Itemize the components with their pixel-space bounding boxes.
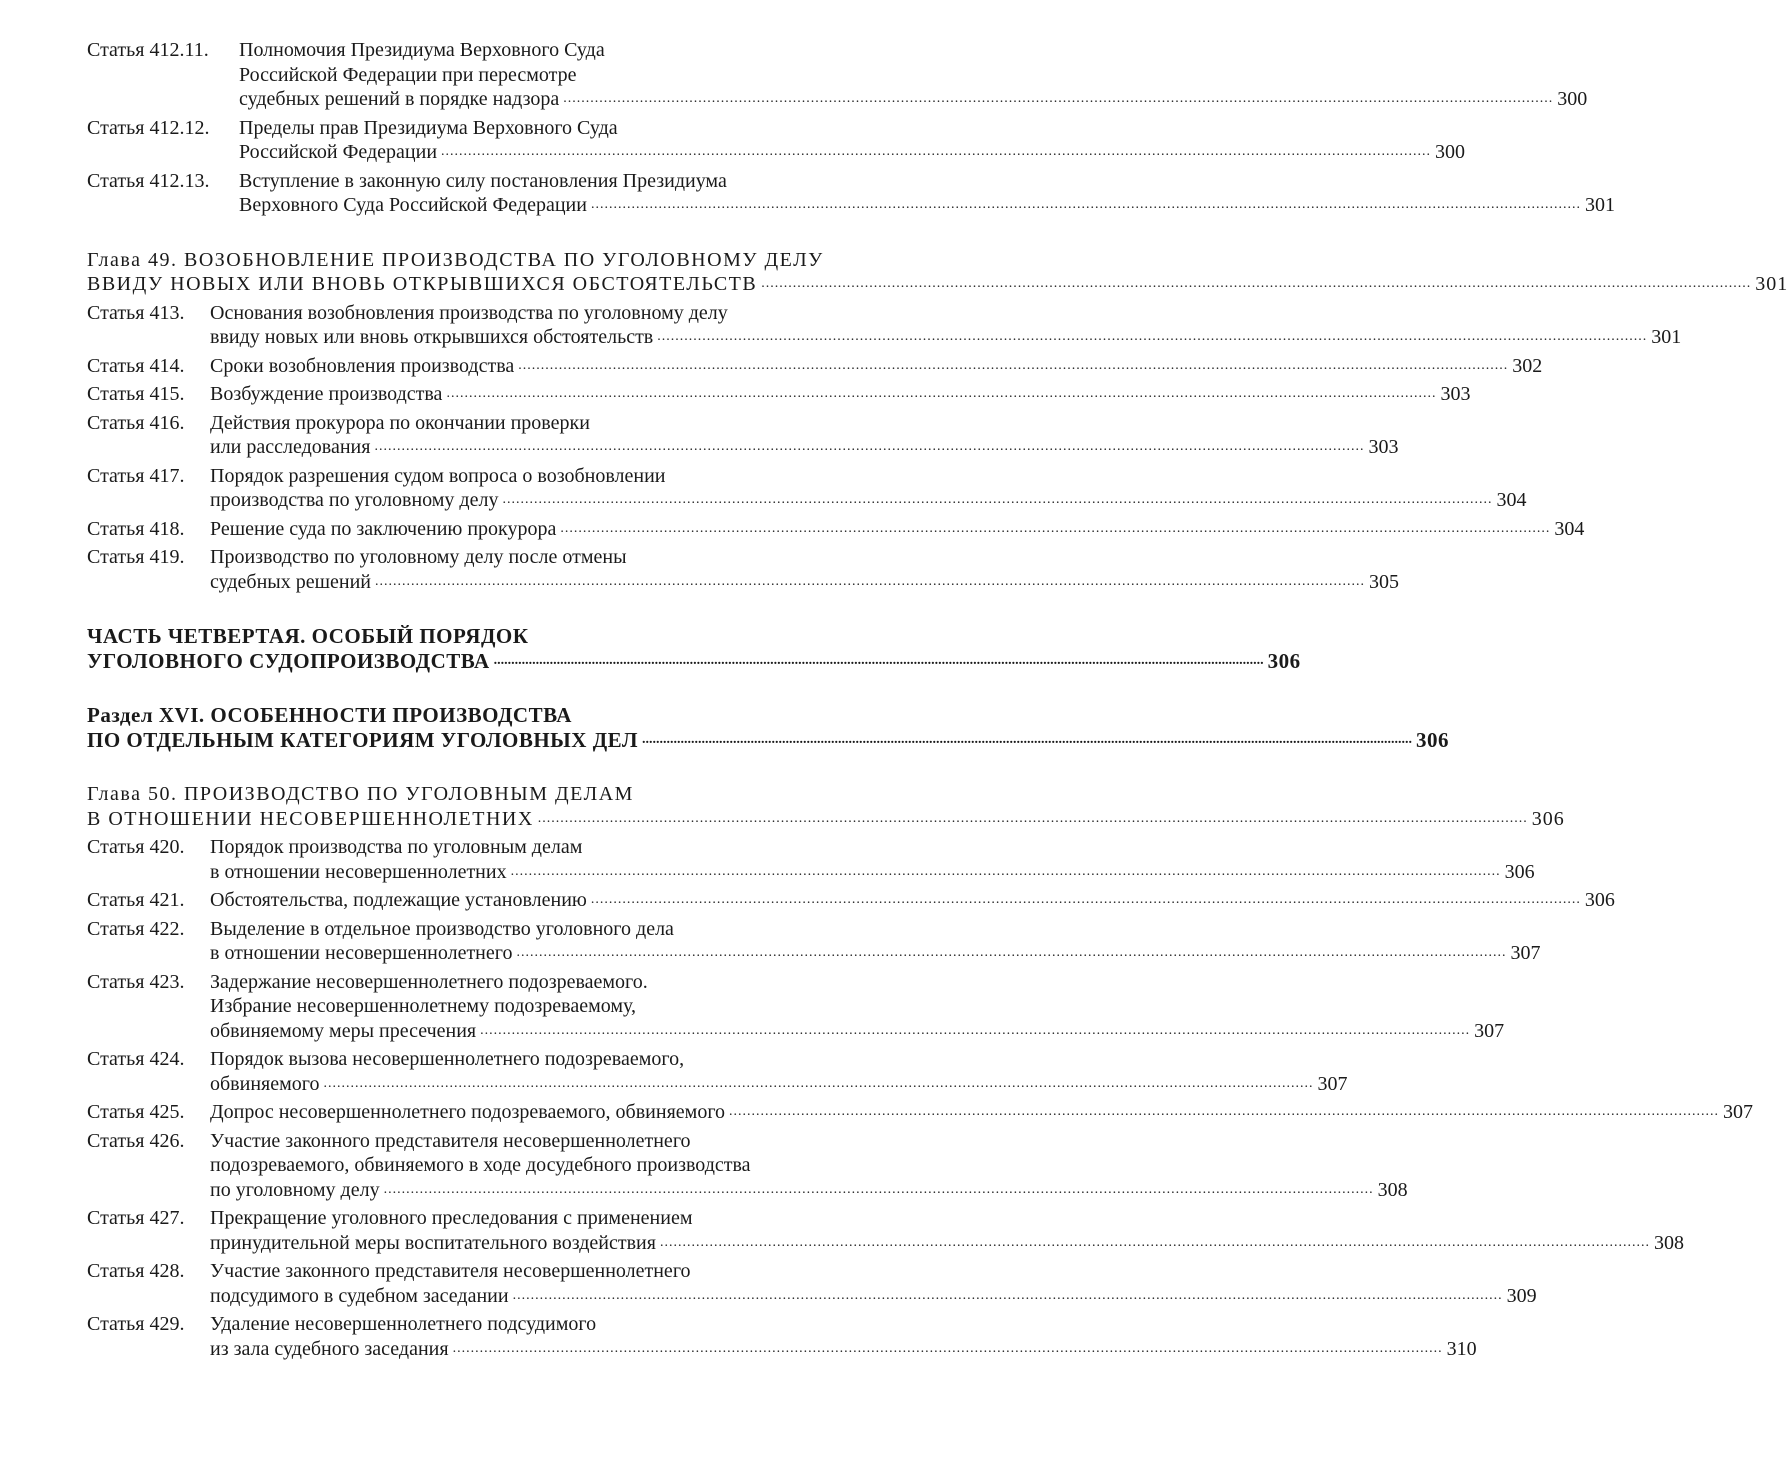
page-number: 310 — [1446, 1337, 1477, 1360]
toc-entry-412-11 — [87, 38, 1588, 112]
dot-leader: ............................................................................................................................................................................................................................ — [563, 91, 1554, 106]
toc-entry-417 — [87, 464, 1527, 513]
entry-title-line: из зала судебного заседания — [210, 1337, 449, 1360]
dot-leader: ............................................................................................................................................................................................................................ — [493, 652, 1264, 668]
entry-title-line: Порядок разрешения судом вопроса о возобновлении — [210, 464, 666, 487]
entry-title-line: обвиняемого — [210, 1072, 320, 1095]
toc-entry-424 — [87, 1047, 1348, 1096]
entry-title-line: Полномочия Президиума Верховного Суда — [239, 39, 605, 61]
dot-leader: ............................................................................................................................................................................................................................ — [761, 276, 1752, 291]
article-number: Статья 415. — [87, 383, 185, 405]
dot-leader: ............................................................................................................................................................................................................................ — [537, 810, 1528, 826]
article-number: Статья 427. — [87, 1207, 185, 1229]
page-number: 307 — [1723, 1101, 1754, 1123]
part-four-heading — [87, 624, 1301, 673]
entry-title-line: принудительной меры воспитательного воздействия — [210, 1231, 656, 1254]
toc-entry-419 — [87, 545, 1399, 594]
chapter-title-line: В ОТНОШЕНИИ НЕСОВЕРШЕННОЛЕТНИХ — [87, 807, 534, 830]
article-number: Статья 416. — [87, 411, 185, 434]
toc-entry-412-12 — [87, 116, 1466, 165]
toc-entry-425 — [87, 1100, 1754, 1125]
dot-leader: ............................................................................................................................................................................................................................ — [441, 144, 1432, 159]
entry-title-line: Участие законного представителя несовершеннолетнего — [210, 1129, 691, 1152]
article-number: Статья 425. — [87, 1101, 185, 1123]
article-number: Статья 424. — [87, 1048, 185, 1070]
entry-title-line: судебных решений — [210, 570, 371, 593]
article-number: Статья 419. — [87, 546, 185, 568]
dot-leader: ............................................................................................................................................................................................................................ — [729, 1104, 1720, 1119]
article-number: Статья 428. — [87, 1260, 185, 1282]
article-number: Статья 418. — [87, 517, 185, 540]
entry-title-line: Избрание несовершеннолетнему подозреваемому, — [210, 995, 637, 1017]
entry-title-line: Допрос несовершеннолетнего подозреваемого, обвиняемого — [210, 1101, 726, 1123]
section-title-line: ПО ОТДЕЛЬНЫМ КАТЕГОРИЯМ УГОЛОВНЫХ ДЕЛ — [87, 727, 639, 752]
page-number: 306 — [1531, 807, 1565, 830]
page-number: 304 — [1496, 489, 1527, 511]
chapter-49-heading — [87, 248, 1788, 297]
entry-title-line: Удаление несовершеннолетнего подсудимого — [210, 1313, 597, 1335]
entry-title-line: подозреваемого, обвиняемого в ходе досудебного производства — [210, 1154, 751, 1176]
article-number: Статья 421. — [87, 889, 185, 911]
entry-title-line: Выделение в отдельное производство уголовного дела — [210, 917, 674, 940]
page-number: 305 — [1369, 570, 1399, 593]
toc-entry-418 — [87, 517, 1585, 542]
dot-leader: ............................................................................................................................................................................................................................ — [590, 892, 1581, 907]
article-number: Статья 422. — [87, 917, 185, 940]
article-number: Статья 413. — [87, 301, 185, 324]
part-title-line: УГОЛОВНОГО СУДОПРОИЗВОДСТВА — [87, 648, 490, 673]
page-number: 308 — [1377, 1178, 1408, 1201]
dot-leader: ............................................................................................................................................................................................................................ — [446, 386, 1437, 401]
part-title-line: ЧАСТЬ ЧЕТВЕРТАЯ. ОСОБЫЙ ПОРЯДОК — [87, 624, 529, 648]
page-number: 303 — [1368, 436, 1399, 458]
article-number: Статья 412.13. — [87, 169, 210, 192]
entry-title-line: Возбуждение производства — [210, 383, 443, 405]
entry-title-line: в отношении несовершеннолетних — [210, 860, 507, 883]
article-number: Статья 414. — [87, 354, 185, 377]
page-number: 304 — [1554, 517, 1585, 540]
toc-entry-414 — [87, 354, 1543, 379]
entry-title-line: судебных решений в порядке надзора — [239, 88, 560, 110]
toc-entry-429 — [87, 1312, 1477, 1361]
entry-title-line: Производство по уголовному делу после отмены — [210, 546, 627, 568]
chapter-title-line: Глава 49. ВОЗОБНОВЛЕНИЕ ПРОИЗВОДСТВА ПО УГОЛОВНОМУ ДЕЛУ — [87, 248, 824, 271]
entry-title-line: Прекращение уголовного преследования с применением — [210, 1207, 693, 1229]
entry-title-line: обвиняемому меры пресечения — [210, 1019, 477, 1042]
toc-entry-426 — [87, 1129, 1408, 1203]
page-number: 306 — [1504, 860, 1535, 883]
entry-title-line: Российской Федерации — [239, 141, 438, 163]
dot-leader: ............................................................................................................................................................................................................................ — [323, 1075, 1314, 1091]
page-number: 306 — [1584, 889, 1615, 911]
toc-entry-420 — [87, 835, 1535, 884]
section-title-line: Раздел XVI. ОСОБЕННОСТИ ПРОИЗВОДСТВА — [87, 703, 572, 727]
dot-leader: ............................................................................................................................................................................................................................ — [480, 1022, 1471, 1038]
dot-leader: ............................................................................................................................................................................................................................ — [374, 439, 1365, 454]
entry-title-line: Вступление в законную силу постановления Президиума — [239, 169, 727, 192]
page-number: 303 — [1440, 383, 1471, 405]
article-number: Статья 412.11. — [87, 39, 209, 61]
page-number: 306 — [1267, 648, 1301, 673]
table-of-contents — [87, 38, 1788, 1361]
entry-title-line: Российской Федерации при пересмотре — [239, 63, 577, 86]
entry-title-line: Решение суда по заключению прокурора — [210, 517, 557, 540]
toc-entry-423 — [87, 970, 1505, 1044]
dot-leader: ............................................................................................................................................................................................................................ — [452, 1340, 1443, 1356]
dot-leader: ............................................................................................................................................................................................................................ — [516, 945, 1507, 960]
page-number: 300 — [1435, 141, 1466, 163]
page-number: 300 — [1557, 88, 1588, 110]
chapter-title-line: ВВИДУ НОВЫХ ИЛИ ВНОВЬ ОТКРЫВШИХСЯ ОБСТОЯТЕЛЬСТВ — [87, 273, 758, 295]
dot-leader: ............................................................................................................................................................................................................................ — [375, 573, 1365, 589]
article-number: Статья 412.12. — [87, 116, 210, 139]
page-number: 308 — [1653, 1231, 1684, 1254]
entry-title-line: Верховного Суда Российской Федерации — [239, 194, 587, 216]
toc-entry-415 — [87, 382, 1471, 407]
page-number: 302 — [1512, 354, 1543, 377]
dot-leader: ............................................................................................................................................................................................................................ — [502, 492, 1493, 507]
page-number: 307 — [1317, 1072, 1348, 1095]
article-number: Статья 420. — [87, 836, 185, 858]
dot-leader: ............................................................................................................................................................................................................................ — [560, 520, 1551, 536]
entry-title-line: Порядок производства по уголовным делам — [210, 836, 583, 858]
dot-leader: ............................................................................................................................................................................................................................ — [510, 863, 1501, 879]
entry-title-line: Основания возобновления производства по уголовному делу — [210, 301, 728, 324]
toc-entry-413 — [87, 301, 1682, 350]
dot-leader: ............................................................................................................................................................................................................................ — [642, 731, 1413, 747]
chapter-title-line: Глава 50. ПРОИЗВОДСТВО ПО УГОЛОВНЫМ ДЕЛАМ — [87, 783, 634, 805]
chapter-50-heading — [87, 782, 1565, 831]
page-number: 307 — [1510, 942, 1541, 964]
dot-leader: ............................................................................................................................................................................................................................ — [518, 357, 1509, 373]
article-number: Статья 417. — [87, 464, 185, 487]
page-number: 307 — [1474, 1019, 1505, 1042]
entry-title-line: в отношении несовершеннолетнего — [210, 942, 513, 964]
page-number: 301 — [1584, 194, 1615, 216]
toc-entry-427 — [87, 1206, 1684, 1255]
page-number: 301 — [1755, 273, 1788, 295]
entry-title-line: по уголовному делу — [210, 1178, 380, 1201]
dot-leader: ............................................................................................................................................................................................................................ — [659, 1234, 1650, 1250]
article-number: Статья 423. — [87, 970, 185, 993]
toc-entry-422 — [87, 917, 1541, 966]
dot-leader: ............................................................................................................................................................................................................................ — [657, 329, 1648, 344]
entry-title-line: подсудимого в судебном заседании — [210, 1284, 509, 1307]
section-16-heading — [87, 703, 1450, 752]
entry-title-line: Сроки возобновления производства — [210, 354, 515, 377]
entry-title-line: или расследования — [210, 436, 371, 458]
toc-entry-416 — [87, 411, 1399, 460]
entry-title-line: Действия прокурора по окончании проверки — [210, 411, 590, 434]
entry-title-line: Участие законного представителя несовершеннолетнего — [210, 1260, 691, 1282]
entry-title-line: производства по уголовному делу — [210, 489, 499, 511]
entry-title-line: Порядок вызова несовершеннолетнего подозреваемого, — [210, 1048, 685, 1070]
entry-title-line: ввиду новых или вновь открывшихся обстоятельств — [210, 326, 654, 348]
entry-title-line: Пределы прав Президиума Верховного Суда — [239, 116, 618, 139]
page-number: 309 — [1506, 1284, 1537, 1307]
dot-leader: ............................................................................................................................................................................................................................ — [590, 197, 1581, 212]
dot-leader: ............................................................................................................................................................................................................................ — [512, 1287, 1503, 1303]
article-number: Статья 426. — [87, 1129, 185, 1152]
page-number: 306 — [1416, 727, 1450, 752]
toc-entry-412-13 — [87, 169, 1615, 218]
entry-title-line: Задержание несовершеннолетнего подозреваемого. — [210, 970, 648, 993]
toc-entry-421 — [87, 888, 1615, 913]
entry-title-line: Обстоятельства, подлежащие установлению — [210, 889, 587, 911]
page-number: 301 — [1651, 326, 1682, 348]
toc-entry-428 — [87, 1259, 1537, 1308]
article-number: Статья 429. — [87, 1313, 185, 1335]
dot-leader: ............................................................................................................................................................................................................................ — [383, 1181, 1374, 1197]
